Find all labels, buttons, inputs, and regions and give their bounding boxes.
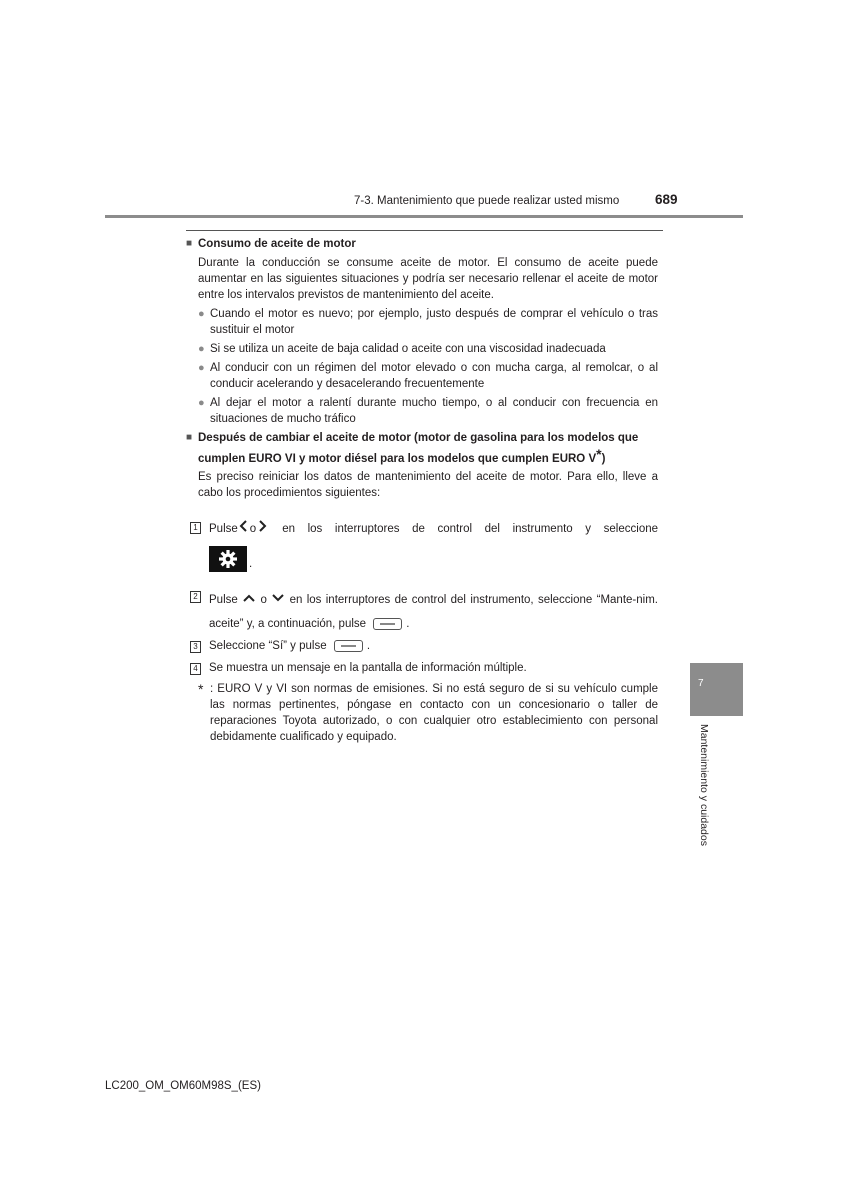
list-item: [198, 395, 658, 427]
footer-code: LC200_OM_OM60M98S_(ES): [105, 1080, 261, 1092]
gear-icon: [209, 546, 247, 572]
step-number: 2: [190, 591, 201, 603]
step-body: [209, 519, 658, 572]
footnote: [198, 681, 658, 745]
chevron-left-icon: [238, 519, 250, 538]
page-number: 689: [655, 192, 678, 207]
asterisk-mark: *: [596, 446, 602, 462]
ok-button-icon: [373, 618, 402, 630]
step-text: Pulse: [209, 522, 238, 535]
step-text: Seleccione “Sí” y pulse: [209, 640, 327, 653]
step-number: 1: [190, 522, 201, 534]
chapter-number: 7: [698, 678, 704, 689]
chapter-label: Mantenimiento y cuidados: [698, 724, 710, 846]
step-text-or: o: [260, 594, 267, 607]
main-content: [186, 236, 658, 745]
bullet-dot: ●: [198, 343, 205, 355]
section-paragraph: Durante la conducción se consume aceite de motor. El consumo de aceite puede aumentar en las siguientes situaciones y podría ser necesario rellenar el aceite de motor entre los intervalos previstos de mantenimiento del aceite.: [198, 257, 658, 301]
footnote-text: : EURO V y VI son normas de emisiones. Si no está seguro de si su vehículo cumple las normas pertinentes, póngase en contacto con un concesionario o taller de reparaciones Toyota autorizado, o con cualquier otro establecimiento con personal debidamente cualificado y equipado.: [210, 683, 658, 744]
header-rule: [105, 215, 743, 218]
step-3: [186, 638, 658, 654]
step-number: 4: [190, 663, 201, 675]
section-marker: ■: [186, 432, 193, 443]
header-section-title: 7-3. Mantenimiento que puede realizar usted mismo: [354, 195, 620, 207]
content-rule: [186, 230, 663, 231]
step-body: [209, 638, 658, 654]
step-number: 3: [190, 641, 201, 653]
bullet-dot: ●: [198, 308, 205, 320]
step-4: [186, 660, 658, 676]
step-2: [186, 588, 658, 636]
section-title-close: ): [601, 453, 606, 465]
chevron-down-icon: [271, 588, 285, 612]
step-text: Pulse: [209, 594, 238, 607]
chevron-up-icon: [242, 588, 256, 612]
footnote-asterisk: *: [198, 681, 204, 698]
step-text: en los interruptores de control del instrumento, seleccione “Mante-nim. aceite” y, a continuación, pulse: [209, 594, 658, 631]
list-item: [198, 341, 658, 357]
step-body: Se muestra un mensaje en la pantalla de información múltiple.: [209, 662, 527, 675]
step-body: [209, 588, 658, 636]
list-item: [198, 306, 658, 338]
list-item-text: Cuando el motor es nuevo; por ejemplo, justo después de comprar el vehículo o tras sustituir el motor: [210, 308, 658, 336]
step-text-end: .: [366, 640, 371, 653]
ok-button-icon: [334, 640, 363, 652]
list-item-text: Al conducir con un régimen del motor elevado o con mucha carga, al remolcar, o al conducir acelerando y desacelerando frecuentemente: [210, 362, 658, 390]
bullet-dot: ●: [198, 397, 205, 409]
list-item: [198, 360, 658, 392]
step-text-end: .: [406, 618, 410, 631]
chapter-tab: [690, 663, 743, 716]
section-paragraph: Es preciso reiniciar los datos de mantenimiento del aceite de motor. Para ello, lleve a cabo los procedimientos siguientes:: [198, 471, 658, 499]
step-1: [186, 519, 658, 572]
step-text: en los interruptores de control del instrumento y seleccione: [282, 522, 658, 535]
step-text-or: o: [249, 522, 257, 535]
section-marker: ■: [186, 238, 193, 249]
list-item-text: Al dejar el motor a ralentí durante mucho tiempo, o al conducir con frecuencia en situaciones de mucho tráfico: [210, 397, 658, 425]
chevron-right-icon: [256, 519, 268, 538]
bullet-dot: ●: [198, 362, 205, 374]
section-title: Consumo de aceite de motor: [198, 238, 356, 250]
section-title-text: Después de cambiar el aceite de motor (motor de gasolina para los modelos que cumplen EURO VI y motor diésel para los modelos que cumplen EURO V: [198, 432, 639, 465]
section-heading-oil-change: [186, 430, 658, 467]
list-item-text: Si se utiliza un aceite de baja calidad o aceite con una viscosidad inadecuada: [210, 343, 606, 355]
section-heading-oil-consumption: [186, 236, 658, 252]
step-text-end: .: [249, 558, 253, 570]
section-title: [198, 430, 658, 467]
